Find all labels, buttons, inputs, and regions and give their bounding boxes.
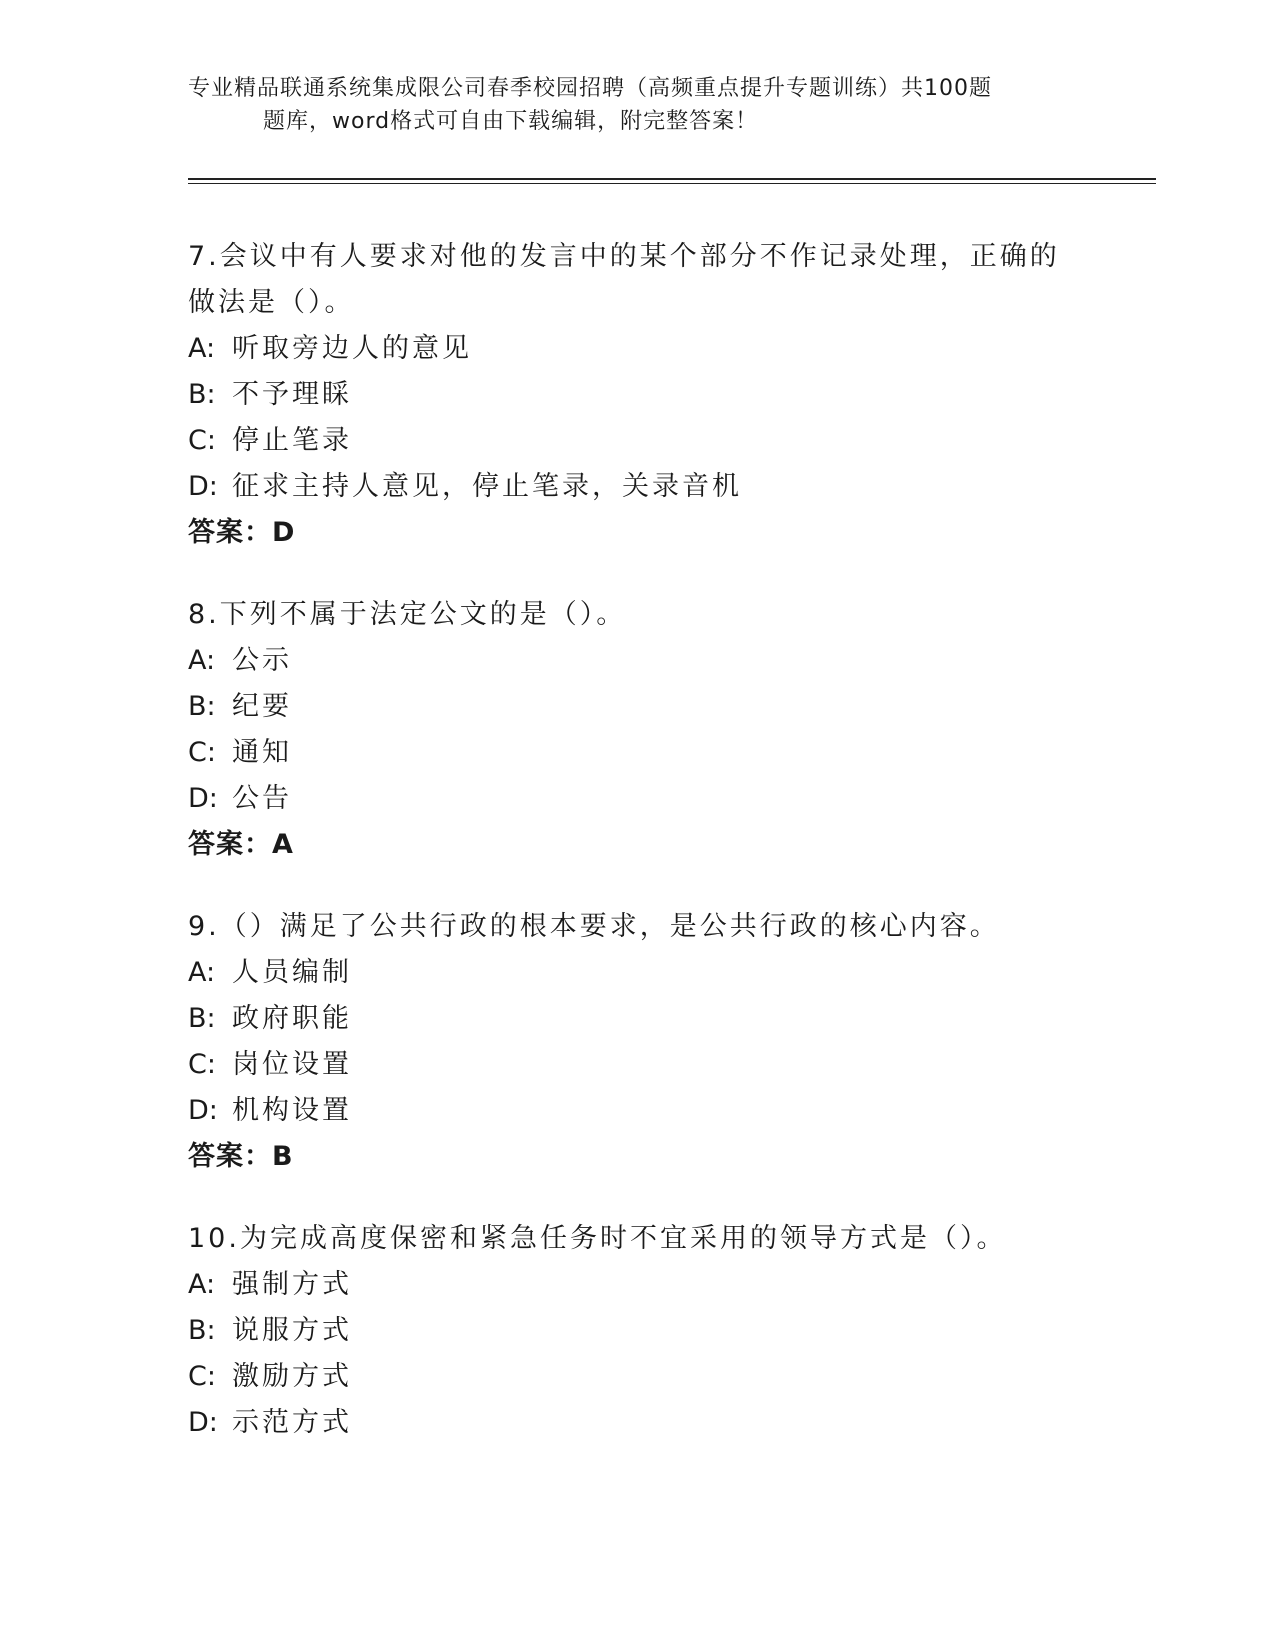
option-letter: A: [188,645,216,676]
question-7 [188,234,1088,556]
option-text: 纪要 [232,691,292,722]
option-d [188,1400,1088,1446]
option-c [188,1042,1088,1088]
option-letter: A: [188,1269,216,1300]
header-title-line1: 专业精品联通系统集成限公司春季校园招聘（高频重点提升专题训练）共100题 [188,76,992,101]
option-text: 不予理睬 [232,379,352,410]
header-divider-thin [188,183,1156,184]
option-letter: A: [188,957,216,988]
header-title-line2: 题库，word格式可自由下载编辑，附完整答案！ [263,109,759,134]
option-letter: D: [188,783,218,814]
answer-line: 答案：D [188,517,296,548]
option-b [188,372,1088,418]
option-a [188,1262,1088,1308]
option-letter: B: [188,1003,216,1034]
option-text: 政府职能 [232,1003,352,1034]
option-letter: C: [188,425,216,456]
option-c [188,1354,1088,1400]
header-divider-thick [188,178,1156,180]
option-text: 公告 [232,783,292,814]
question-10 [188,1216,1088,1446]
option-text: 强制方式 [232,1269,352,1300]
option-letter: C: [188,1361,216,1392]
option-text: 通知 [232,737,292,768]
option-a [188,638,1088,684]
option-d [188,464,1088,510]
question-stem: 9.（）满足了公共行政的根本要求，是公共行政的核心内容。 [188,911,1000,942]
option-letter: D: [188,471,218,502]
option-text: 激励方式 [232,1361,352,1392]
option-d [188,776,1088,822]
option-a [188,950,1088,996]
option-b [188,684,1088,730]
option-b [188,1308,1088,1354]
document-header [188,72,1068,138]
option-text: 听取旁边人的意见 [232,333,472,364]
option-letter: C: [188,1049,216,1080]
option-text: 公示 [232,645,292,676]
option-text: 示范方式 [232,1407,352,1438]
option-letter: B: [188,1315,216,1346]
option-text: 说服方式 [232,1315,352,1346]
answer-line: 答案：B [188,1141,294,1172]
option-c [188,418,1088,464]
answer-line: 答案：A [188,829,294,860]
question-stem: 10.为完成高度保密和紧急任务时不宜采用的领导方式是（）。 [188,1223,1007,1254]
option-letter: B: [188,691,216,722]
option-a [188,326,1088,372]
option-letter: A: [188,333,216,364]
option-text: 机构设置 [232,1095,352,1126]
option-text: 征求主持人意见，停止笔录，关录音机 [232,471,742,502]
option-d [188,1088,1088,1134]
question-stem: 8.下列不属于法定公文的是（）。 [188,599,627,630]
option-letter: D: [188,1095,218,1126]
option-text: 岗位设置 [232,1049,352,1080]
option-text: 停止笔录 [232,425,352,456]
option-text: 人员编制 [232,957,352,988]
question-stem: 7.会议中有人要求对他的发言中的某个部分不作记录处理，正确的做法是（）。 [188,241,1060,318]
option-b [188,996,1088,1042]
question-8 [188,592,1088,868]
question-list [188,234,1088,1482]
option-letter: D: [188,1407,218,1438]
option-letter: C: [188,737,216,768]
question-9 [188,904,1088,1180]
option-letter: B: [188,379,216,410]
option-c [188,730,1088,776]
